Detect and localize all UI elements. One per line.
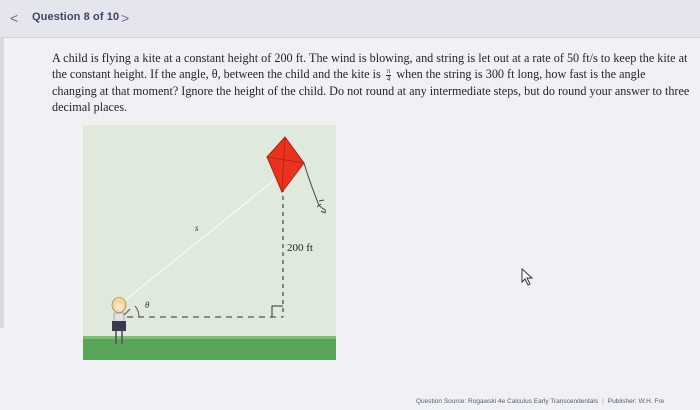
- source-text: Question Source: Rogawski 4e Calculus Early Transcendentals: [416, 398, 599, 405]
- grass-strip: [83, 338, 336, 360]
- chevron-left-icon[interactable]: <: [10, 10, 19, 26]
- angle-fraction: [386, 68, 392, 83]
- fraction-numerator: π: [386, 66, 391, 75]
- question-counter: Question 8 of 10: [32, 11, 120, 23]
- chevron-right-icon[interactable]: >: [121, 10, 130, 26]
- grass-top-edge: [83, 336, 336, 339]
- question-nav-bar: [0, 0, 700, 38]
- question-source: [416, 398, 664, 405]
- string-label: s: [195, 223, 199, 233]
- question-text-start: A child is flying a kite at a constant height of 200 ft. The wind is blowing, and string is let out at a rate of 50 ft/s to keep the kite at the constant height. If the angle, θ, between the child and the kite is: [52, 51, 688, 81]
- publisher-text: Publisher: W.H. Fre: [607, 398, 665, 405]
- angle-label: θ: [145, 300, 150, 310]
- fraction-denominator: 4: [386, 74, 391, 83]
- source-separator: |: [602, 398, 604, 405]
- mouse-cursor-icon: [520, 268, 534, 286]
- question-text: [52, 50, 692, 115]
- question-text-end: when the string is 300 ft long, how fast is the angle changing at that moment? Ignore the height of the child. Do not round at any intermediate steps, but do round your answer to three decimal places.: [52, 67, 690, 114]
- height-label: 200 ft: [287, 242, 313, 254]
- kite-figure: [83, 125, 336, 360]
- sidebar-divider: [0, 38, 4, 328]
